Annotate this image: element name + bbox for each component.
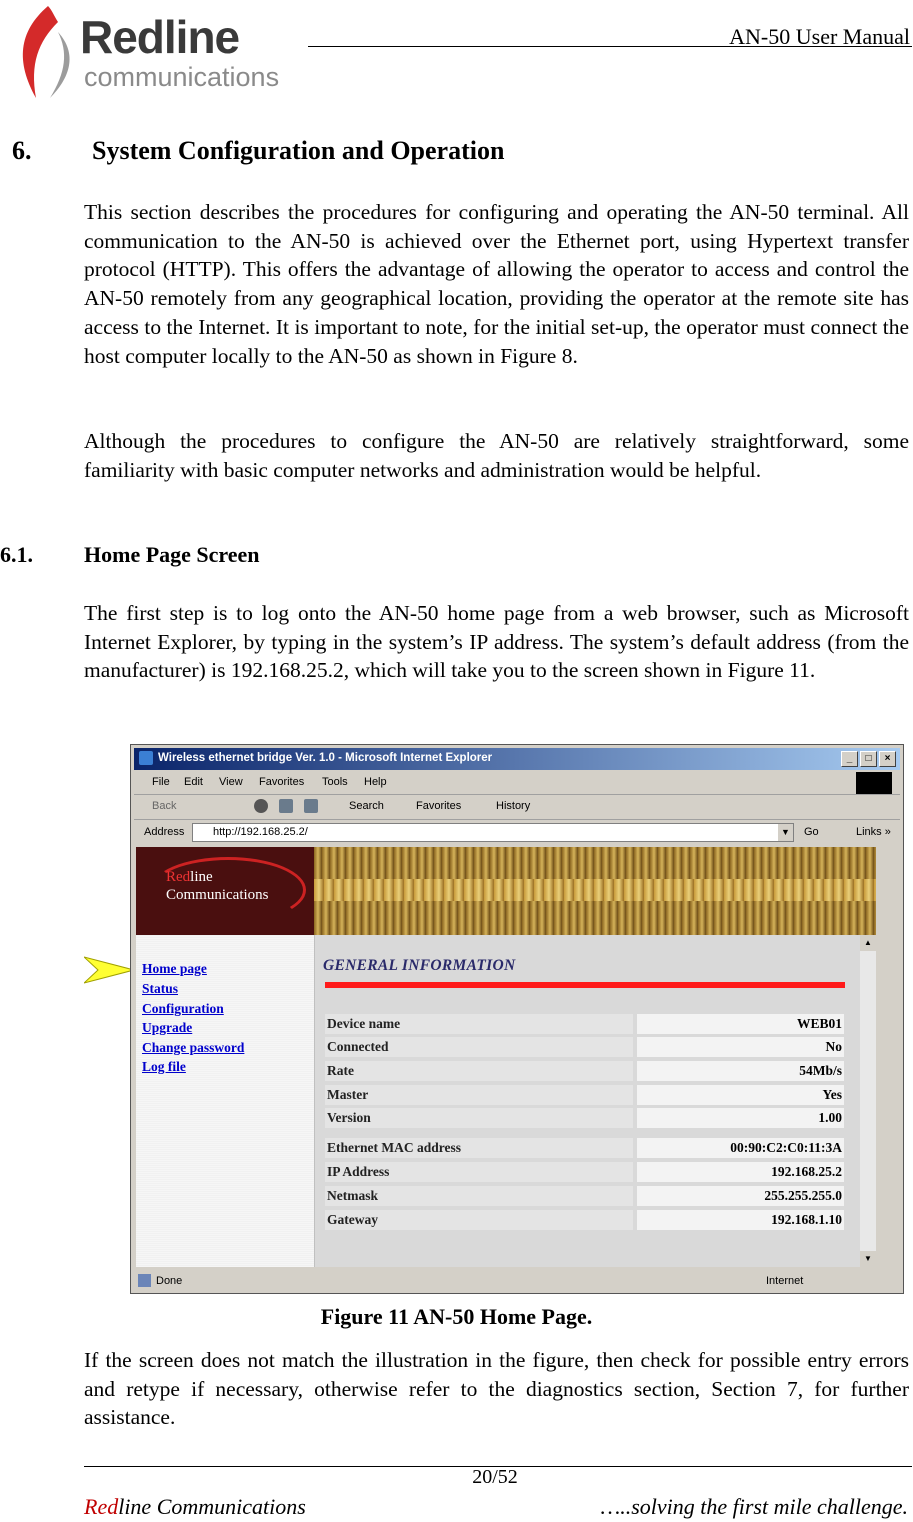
nav-log-file[interactable]: Log file [142,1059,186,1074]
redline-flame-icon [8,2,80,106]
pointer-arrow-icon [84,955,134,985]
subsection-title: Home Page Screen [84,542,260,567]
red-divider [325,982,845,988]
table-row: Ethernet MAC address 00:90:C2:C0:11:3A [325,1138,846,1158]
section-heading [12,136,504,166]
address-bar [134,821,900,843]
banner-pattern [314,847,876,935]
table-row: Gateway 192.168.1.10 [325,1210,846,1230]
web-page [136,847,876,1267]
address-value: http://192.168.25.2/ [213,826,308,838]
browser-screenshot [130,744,904,1294]
section-paragraph-2: Although the procedures to configure the AN-50 are relatively straightforward, some familiarity with basic computer networks and administration would be helpful. [84,429,909,482]
status-zone: Internet [766,1275,804,1287]
info-content [315,935,876,1267]
subsection-paragraph-2: If the screen does not match the illustration in the figure, then check for possible entry errors and retype if necessary, otherwise refer to the diagnostics section, Section 7, for further assistance. [84,1348,909,1430]
back-button[interactable]: Back [152,800,177,812]
table-row: Netmask 255.255.255.0 [325,1186,846,1206]
footer-tagline: …..solving the first mile challenge. [600,1494,908,1519]
vertical-scrollbar[interactable] [860,935,876,1267]
nav-upgrade[interactable]: Upgrade [142,1020,193,1035]
toolbar [134,795,900,820]
status-bar [134,1272,900,1290]
nav-sidebar [136,935,315,1267]
close-button[interactable]: × [879,751,896,767]
address-input[interactable] [192,823,794,842]
ie-icon [139,751,153,765]
menu-tools[interactable]: Tools [322,776,348,788]
general-information-heading: GENERAL INFORMATION [323,957,516,974]
table-row: Master Yes [325,1085,846,1105]
footer-company: Redline Communications [84,1494,306,1519]
windows-flag-icon [856,772,892,794]
subsection-number: 6.1. [0,542,33,567]
subsection-heading [0,542,260,568]
menu-favorites[interactable]: Favorites [259,776,305,788]
figure-caption: Figure 11 AN-50 Home Page. [320,1304,593,1329]
section-paragraph-1: This section describes the procedures for configuring and operating the AN-50 terminal. All communication to the AN-50 is achieved over the Ethernet port, using Hypertext transfer protocol (HTTP). This offers the advantage of allowing the operator to access and control the AN-50 remotely from any geographical location, providing the operator at the remote site has access to the Internet. It is important to note, for the initial set-up, the operator must connect the host computer locally to the AN-50 as shown in Figure 8. [84,200,909,368]
scroll-down-icon[interactable]: ▼ [860,1251,876,1267]
nav-configuration[interactable]: Configuration [142,1001,224,1016]
nav-change-password[interactable]: Change password [142,1040,245,1055]
subsection-paragraph-1: The first step is to log onto the AN-50 home page from a web browser, such as Microsoft Internet Explorer, by typing in the system’s IP address. The system’s default address (from the manufacturer) is 192.168.25.2, which will take you to the screen shown in Figure 11. [84,601,909,683]
table-row: Connected No [325,1037,846,1057]
table-row: IP Address 192.168.25.2 [325,1162,846,1182]
scroll-up-icon[interactable]: ▲ [860,935,876,951]
banner-logo [136,847,314,935]
menu-help[interactable]: Help [364,776,387,788]
go-button[interactable]: Go [804,826,819,838]
logo-subtitle: communications [84,62,280,92]
menu-bar [134,772,900,795]
section-number: 6. [12,136,32,165]
chevron-down-icon[interactable]: ▼ [778,824,793,841]
window-title: Wireless ethernet bridge Ver. 1.0 - Microsoft Internet Explorer [158,752,493,764]
maximize-button[interactable]: □ [860,751,877,767]
history-button[interactable]: History [496,800,531,812]
links-button[interactable]: Links » [856,826,891,838]
table-row: Device name WEB01 [325,1014,846,1034]
menu-view[interactable]: View [219,776,243,788]
refresh-icon[interactable] [279,799,293,813]
page-icon [138,1274,151,1287]
window-titlebar [134,748,900,770]
table-row: Version 1.00 [325,1108,846,1128]
menu-edit[interactable]: Edit [184,776,203,788]
page-number: 20/52 [472,1466,518,1488]
search-button[interactable]: Search [349,800,384,812]
address-label: Address [144,826,185,838]
nav-home-page[interactable]: Home page [142,961,207,976]
logo-wordmark: Redline [80,11,240,63]
nav-status[interactable]: Status [142,981,179,996]
status-done: Done [156,1275,183,1287]
home-icon[interactable] [304,799,318,813]
menu-file[interactable]: File [152,776,170,788]
table-row: Rate 54Mb/s [325,1061,846,1081]
banner-logo-sub: Communications [166,887,269,903]
section-title: System Configuration and Operation [92,136,505,165]
favorites-button[interactable]: Favorites [416,800,462,812]
banner-logo-word: Redline [166,869,213,885]
manual-title: AN-50 User Manual [729,24,910,49]
redline-logo [8,2,308,106]
minimize-button[interactable]: _ [841,751,858,767]
stop-icon[interactable] [254,799,268,813]
